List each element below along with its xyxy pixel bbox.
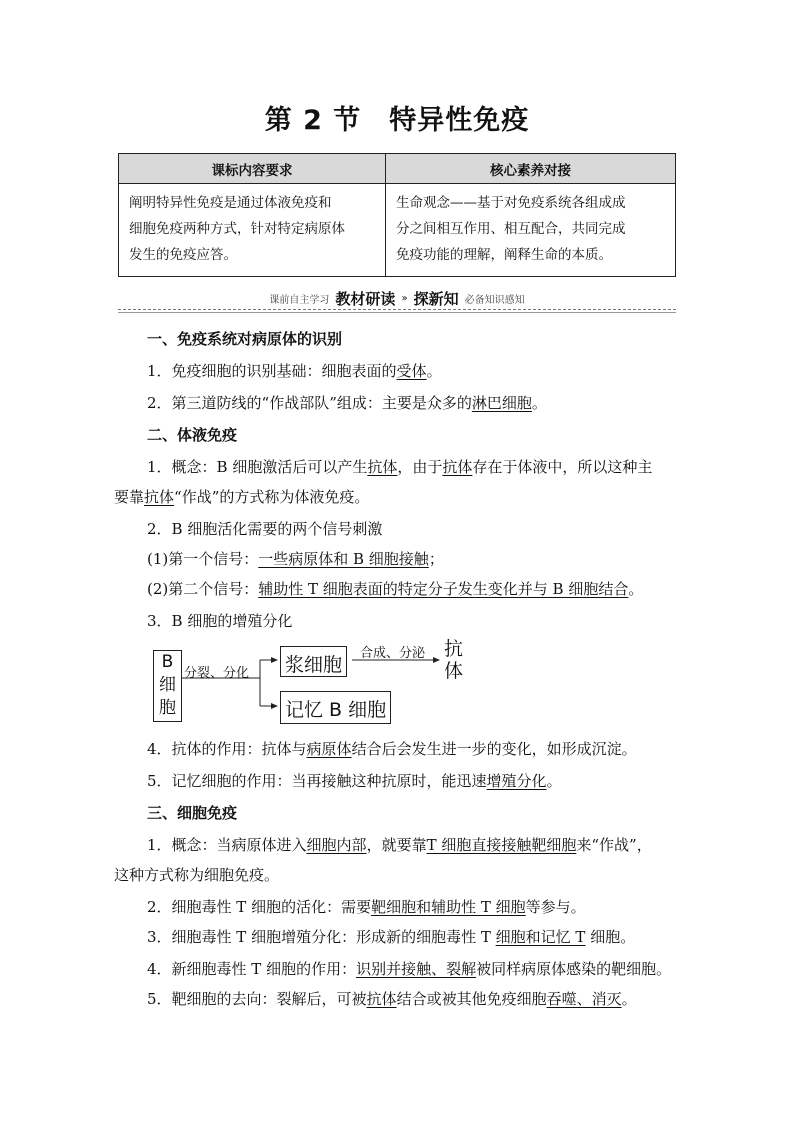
answer-text: 细胞和记忆 T	[495, 928, 586, 946]
text: 4．新细胞毒性 T 细胞的作用：	[147, 960, 357, 978]
answer-text: 辅助性 T 细胞表面的特定分子发生变化并与 B 细胞结合	[258, 580, 629, 598]
banner-arrow-icon: »	[401, 292, 408, 304]
table-header-competencies: 核心素养对接	[386, 154, 676, 184]
sec3-item-2	[114, 896, 586, 917]
text: ；	[428, 550, 444, 568]
banner-main-1: 教材研读	[335, 289, 396, 308]
plasma-cell-box	[280, 646, 347, 677]
arrow-label-divide-differentiate: 分裂、分化	[184, 666, 250, 681]
b-cell-label: B	[161, 652, 174, 672]
sec1-item-2	[114, 392, 547, 413]
text: 3．细胞毒性 T 细胞增殖分化：形成新的细胞毒性 T	[147, 928, 496, 946]
sec2-item-1-cont	[114, 486, 369, 507]
text: 。	[628, 580, 644, 598]
cell-line: 分之间相互作用、相互配合，共同完成	[396, 221, 626, 237]
text: 4．抗体的作用：抗体与	[147, 740, 307, 758]
sec2-item-1	[114, 456, 652, 477]
cell-line: 阐明特异性免疫是通过体液免疫和	[129, 195, 332, 211]
b-cell-box	[153, 650, 182, 722]
answer-text: 抗体	[367, 458, 398, 476]
text: 细胞。	[585, 928, 636, 946]
text: 存在于体液中，所以这种主	[472, 458, 653, 476]
text: 。	[531, 394, 547, 412]
arrowhead-icon	[433, 657, 440, 663]
memory-b-cell-box	[280, 691, 391, 724]
cell-line: 发生的免疫应答。	[129, 247, 237, 263]
b-cell-differentiation-diagram	[150, 636, 480, 726]
arrowhead-icon	[271, 703, 278, 709]
banner-main-2: 探新知	[413, 289, 459, 308]
text: 。	[621, 990, 637, 1008]
sec3-item-4	[114, 958, 671, 979]
curriculum-requirements-table	[118, 153, 676, 277]
text: (1)第一个信号：	[147, 550, 259, 568]
answer-text: T 细胞直接接触靶细胞	[426, 836, 577, 854]
text: 5．记忆细胞的作用：当再接触这种抗原时，能迅速	[147, 772, 487, 790]
text: 1．概念：当病原体进入	[147, 836, 307, 854]
text: ，由于	[397, 458, 443, 476]
answer-text: 增殖分化	[486, 772, 547, 790]
arrowhead-icon	[271, 657, 278, 663]
table-header-standards: 课标内容要求	[119, 154, 386, 184]
text: 要靠	[114, 488, 145, 506]
sec3-item-3	[114, 926, 635, 947]
banner-left-label: 课前自主学习	[269, 294, 330, 306]
section-banner	[118, 287, 676, 309]
banner-divider	[118, 309, 676, 310]
text: 结合后会发生进一步的变化，如形成沉淀。	[351, 740, 637, 758]
sec3-item-1-cont: 这种方式称为细胞免疫。	[114, 866, 280, 884]
antibody-text: 抗	[444, 638, 464, 660]
page-title: 第 2 节 特异性免疫	[264, 105, 530, 136]
text: 1．免疫细胞的识别基础：细胞表面的	[147, 362, 397, 380]
text: 等参与。	[525, 898, 586, 916]
cell-line: 免疫功能的理解，阐释生命的本质。	[396, 247, 612, 263]
section-heading-3: 三、细胞免疫	[147, 804, 238, 822]
cell-line: 生命观念——基于对免疫系统各组成成	[396, 195, 626, 211]
text: 。	[426, 362, 442, 380]
answer-text: 一些病原体和 B 细胞接触	[258, 550, 429, 568]
antibody-text: 体	[444, 660, 464, 682]
b-cell-label: 胞	[159, 698, 176, 718]
answer-text: 识别并接触、裂解	[356, 960, 477, 978]
text: 2．细胞毒性 T 细胞的活化：需要	[147, 898, 372, 916]
sec2-item-3: 3．B 细胞的增殖分化	[147, 612, 293, 630]
memory-b-cell-label: 记忆 B 细胞	[285, 699, 387, 721]
text: 5．靶细胞的去向：裂解后，可被	[147, 990, 367, 1008]
banner-divider-solid	[118, 312, 676, 313]
answer-text: 病原体	[306, 740, 352, 758]
sec2-item-5	[114, 770, 562, 791]
answer-text: 淋巴细胞	[471, 394, 532, 412]
text: 被同样病原体感染的靶细胞。	[476, 960, 672, 978]
antibody-label	[444, 638, 463, 682]
sec2-item-2: 2．B 细胞活化需要的两个信号刺激	[147, 520, 383, 538]
text: 1．概念：B 细胞激活后可以产生	[147, 458, 368, 476]
sec2-signal-2	[114, 578, 643, 599]
text: 结合或被其他免疫细胞	[396, 990, 547, 1008]
table-cell-standards	[119, 184, 386, 277]
text: “作战”的方式称为体液免疫。	[174, 488, 370, 506]
section-heading-1: 一、免疫系统对病原体的识别	[147, 330, 343, 348]
sec1-item-1	[114, 360, 442, 381]
plasma-cell-label: 浆细胞	[285, 654, 343, 676]
sec2-signal-1	[114, 548, 444, 569]
table-cell-competencies	[386, 184, 676, 277]
sec3-item-1	[114, 834, 652, 855]
b-cell-label: 细	[159, 675, 176, 695]
sec3-item-5	[114, 988, 637, 1009]
sec2-item-4	[114, 738, 637, 759]
answer-text: 靶细胞和辅助性 T 细胞	[371, 898, 526, 916]
section-heading-2: 二、体液免疫	[147, 426, 238, 444]
answer-text: 吞噬、消灭	[546, 990, 622, 1008]
cell-line: 细胞免疫两种方式，针对特定病原体	[129, 221, 345, 237]
answer-text: 受体	[396, 362, 427, 380]
answer-text: 抗体	[366, 990, 397, 1008]
text: 来“作战”，	[576, 836, 652, 854]
text: ，就要靠	[366, 836, 427, 854]
answer-text: 抗体	[144, 488, 175, 506]
answer-text: 细胞内部	[306, 836, 367, 854]
text: 2．第三道防线的“作战部队”组成：主要是众多的	[147, 394, 472, 412]
answer-text: 抗体	[442, 458, 473, 476]
banner-right-label: 必备知识感知	[464, 294, 525, 306]
text: (2)第二个信号：	[147, 580, 259, 598]
arrow-label-synthesize-secrete: 合成、分泌	[360, 646, 426, 661]
text: 。	[546, 772, 562, 790]
